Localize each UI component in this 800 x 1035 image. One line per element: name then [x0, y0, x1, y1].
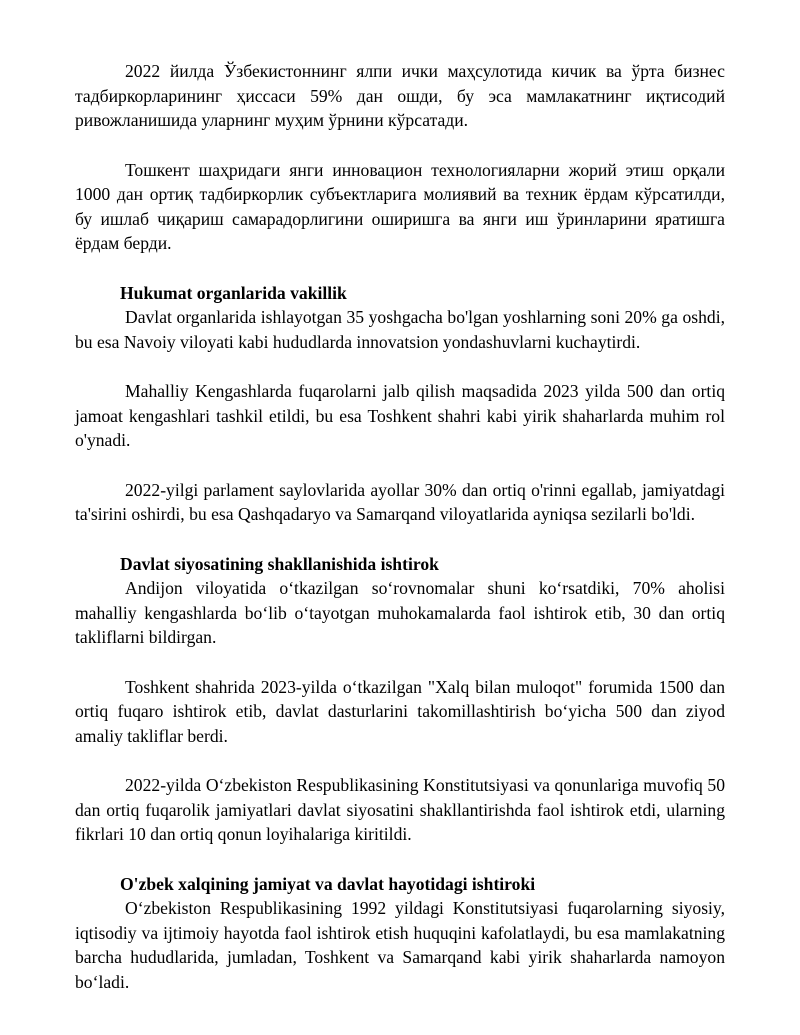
- paragraph: 2022 йилда Ўзбекистоннинг ялпи ички маҳсулотида кичик ва ўрта бизнес тадбиркорларининг ҳиссаси 59% дан ошди, бу эса мамлакатнинг иқтисодий ривожланишида уларнинг муҳим ўрнини кўрсатади.: [75, 61, 725, 130]
- paragraph: 2022-yilgi parlament saylovlarida ayollar 30% dan ortiq o'rinni egallab, jamiyatdagi ta'sirini oshirdi, bu esa Qashqadaryo va Samarqand viloyatlarida ayniqsa sezilarli bo'ldi.: [75, 479, 725, 524]
- document-page: [75, 59, 725, 994]
- paragraph: Davlat organlarida ishlayotgan 35 yoshgacha bo'lgan yoshlarning soni 20% ga oshdi, bu esa Navoiy viloyati kabi hududlarda innovatsion yondashuvlarni kuchaytirdi.: [75, 307, 725, 352]
- paragraph: Andijon viloyatida oʻtkazilgan soʻrovnomalar shuni koʻrsatdiki, 70% aholisi mahalliy kengashlarda boʻlib oʻtayotgan muhokamalarda faol ishtirok etib, 30 dan ortiq takliflarni bildirgan.: [75, 578, 725, 647]
- paragraph: Тошкент шаҳридаги янги инновацион технологияларни жорий этиш орқали 1000 дан ортиқ тадбиркорлик субъектларига молиявий ва техник ёрдам кўрсатилди, бу ишлаб чиқариш самарадорлигини оширишга ва янги иш ўринларини яратишга ёрдам берди.: [75, 159, 725, 253]
- paragraph: Toshkent shahrida 2023-yilda oʻtkazilgan "Xalq bilan muloqot" forumida 1500 dan ortiq fuqaro ishtirok etib, davlat dasturlarini takomillashtirish boʻyicha 500 dan ziyod amaliy takliflar berdi.: [75, 676, 725, 746]
- section-heading: Davlat siyosatining shakllanishida ishtirok: [120, 553, 439, 574]
- paragraph: 2022-yilda Oʻzbekiston Respublikasining Konstitutsiyasi va qonunlariga muvofiq 50 dan ortiq fuqarolik jamiyatlari davlat siyosatini shakllantirishda faol ishtirok etdi, ularning fikrlari 10 dan ortiq qonun loyihalariga kiritildi.: [75, 775, 725, 844]
- section-heading: O'zbek xalqining jamiyat va davlat hayotidagi ishtiroki: [120, 873, 536, 894]
- paragraph: Mahalliy Kengashlarda fuqarolarni jalb qilish maqsadida 2023 yilda 500 dan ortiq jamoat kengashlari tashkil etildi, bu esa Toshkent shahri kabi yirik shaharlarda muhim rol o'ynadi.: [75, 381, 725, 450]
- section-heading: Hukumat organlarida vakillik: [120, 282, 347, 303]
- paragraph: Oʻzbekiston Respublikasining 1992 yildagi Konstitutsiyasi fuqarolarning siyosiy, iqtisodiy va ijtimoiy hayotda faol ishtirok etish huquqini kafolatlaydi, bu esa mamlakatning barcha hududlarida, jumladan, Toshkent va Samarqand kabi yirik shaharlarda namoyon boʻladi.: [75, 898, 725, 992]
